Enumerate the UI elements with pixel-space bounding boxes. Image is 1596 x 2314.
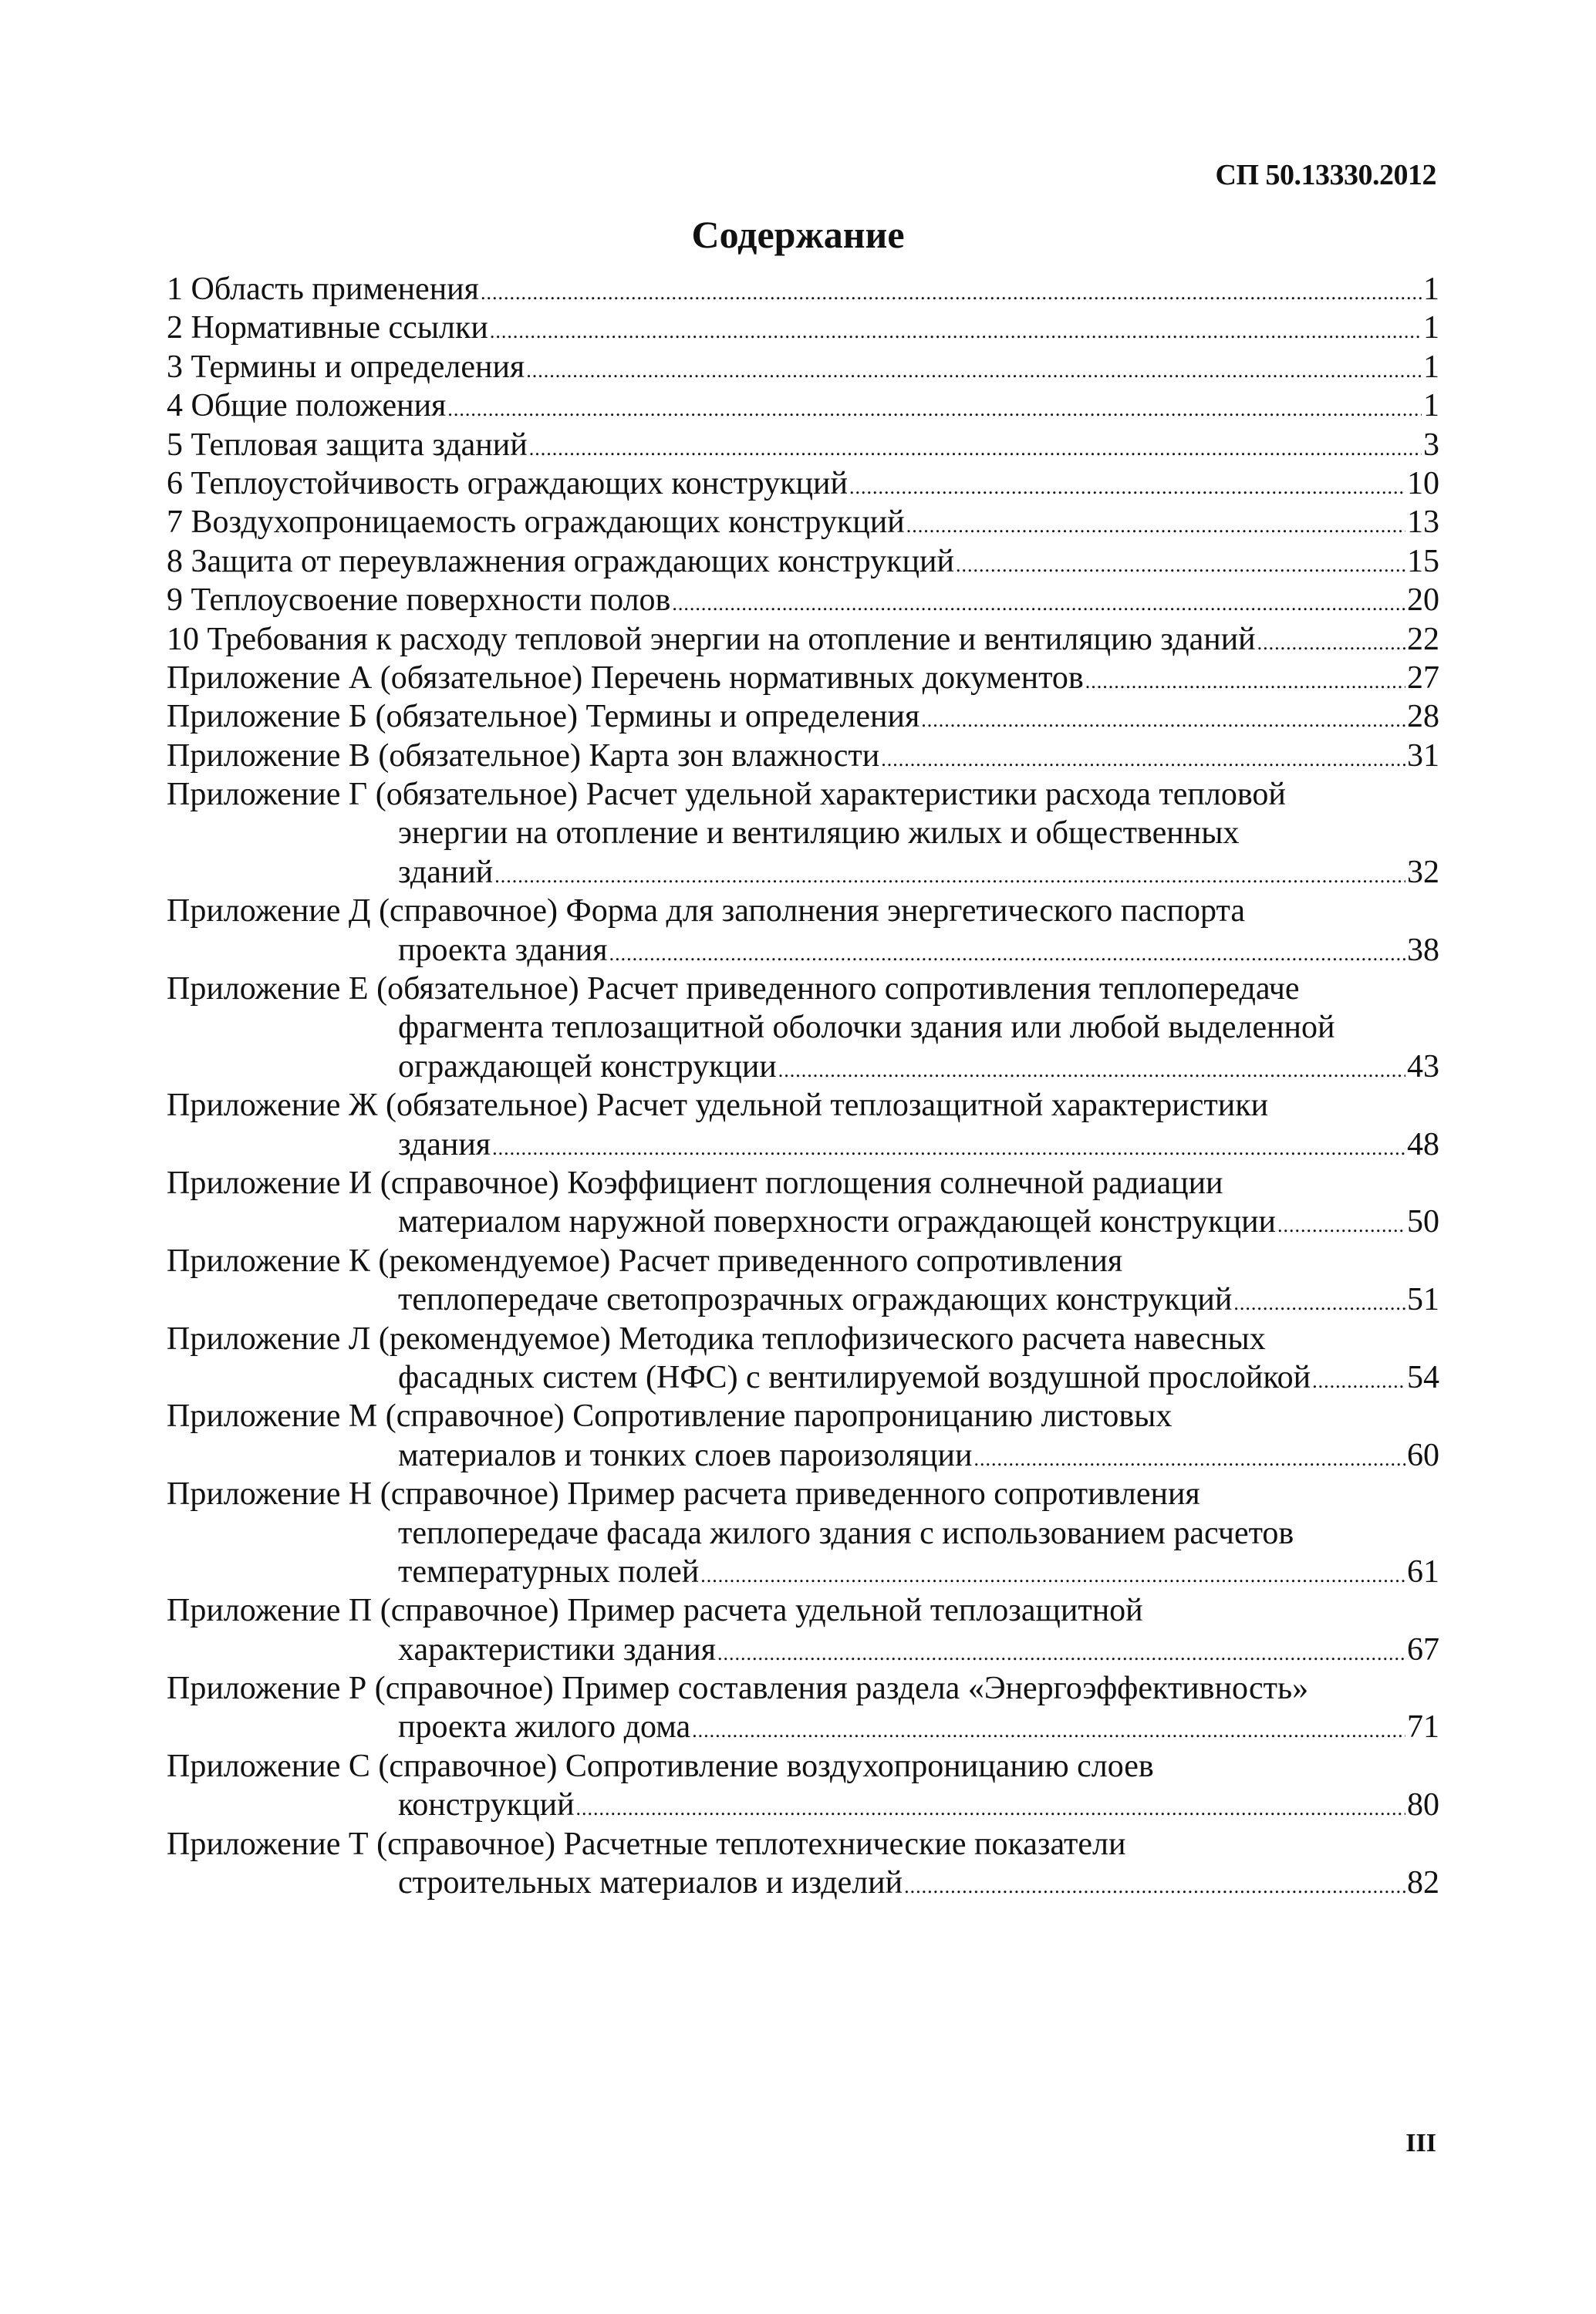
toc-entry[interactable]	[167, 309, 1439, 347]
dot-leader	[447, 390, 1422, 429]
toc-entry[interactable]	[167, 542, 1439, 581]
toc-entry-title: Приложение М (справочное) Сопротивление паропроницанию листовых	[167, 1398, 1173, 1435]
toc-entry-page: 51	[1407, 1282, 1439, 1318]
toc-entry-title: зданий	[398, 854, 494, 890]
toc-entry-title: 5 Тепловая защита зданий	[167, 427, 528, 463]
toc-line	[167, 931, 1439, 970]
toc-line	[167, 659, 1439, 697]
toc-line	[167, 1280, 1439, 1319]
toc-entry-title: Приложение Р (справочное) Пример составления раздела «Энергоэффективность»	[167, 1671, 1309, 1707]
toc-entry-title: конструкций	[398, 1787, 575, 1823]
toc-entry-page: 43	[1407, 1048, 1439, 1084]
dot-leader	[576, 1789, 1405, 1828]
toc-entry-title: температурных полей	[398, 1553, 700, 1590]
toc-entry[interactable]	[167, 503, 1439, 541]
dot-leader	[921, 701, 1405, 740]
toc-entry-page: 38	[1407, 932, 1439, 968]
dot-leader	[1257, 624, 1405, 663]
toc-line	[167, 270, 1439, 309]
dot-leader	[778, 1051, 1405, 1090]
toc-entry[interactable]	[167, 1242, 1439, 1320]
dot-leader	[881, 740, 1405, 779]
toc-entry-page: 54	[1407, 1359, 1439, 1395]
toc-line	[167, 970, 1439, 1008]
toc-entry-title: 2 Нормативные ссылки	[167, 310, 488, 346]
toc-entry-page: 27	[1407, 659, 1439, 696]
toc-line	[167, 1553, 1439, 1591]
toc-line	[167, 1747, 1439, 1786]
dot-leader	[526, 352, 1422, 390]
dot-leader	[1312, 1362, 1405, 1401]
toc-entry-title: Приложение И (справочное) Коэффициент поглощения солнечной радиации	[167, 1165, 1223, 1201]
toc-entry-page: 48	[1407, 1126, 1439, 1162]
toc-entry[interactable]	[167, 1086, 1439, 1164]
toc-entry-title: 4 Общие положения	[167, 388, 447, 424]
toc-entry[interactable]	[167, 386, 1439, 425]
toc-entry-page: 28	[1407, 699, 1439, 735]
toc-entry-title: Приложение Е (обязательное) Расчет приведенного сопротивления теплопередаче	[167, 971, 1300, 1007]
toc-entry-title: Приложение Б (обязательное) Термины и определения	[167, 699, 920, 735]
toc-entry-title: проекта здания	[398, 932, 608, 968]
toc-entry-title: ограждающей конструкции	[398, 1048, 777, 1084]
toc-entry-page: 1	[1423, 349, 1439, 385]
toc-entry-title: 7 Воздухопроницаемость ограждающих конструкций	[167, 504, 905, 541]
toc-entry-title: материалов и тонких слоев пароизоляции	[398, 1437, 973, 1473]
toc-line	[167, 1164, 1439, 1203]
toc-entry[interactable]	[167, 659, 1439, 697]
toc-entry-title: характеристики здания	[398, 1631, 717, 1668]
toc-entry-page: 15	[1407, 543, 1439, 579]
toc-entry-title: фрагмента теплозащитной оболочки здания или любой выделенной	[398, 1010, 1335, 1046]
toc-entry-title: Приложение Л (рекомендуемое) Методика теплофизического расчета навесных	[167, 1321, 1266, 1357]
dot-leader	[849, 468, 1405, 507]
toc-line	[167, 1242, 1439, 1280]
dot-leader	[609, 935, 1405, 973]
toc-entry-page: 61	[1407, 1553, 1439, 1590]
page-title: Содержание	[691, 213, 905, 256]
toc-line	[167, 1320, 1439, 1358]
toc-entry-title: энергии на отопление и вентиляцию жилых и общественных	[398, 815, 1240, 852]
dot-leader	[481, 274, 1422, 312]
dot-leader	[904, 1867, 1405, 1906]
toc-entry-page: 22	[1407, 621, 1439, 657]
toc-entry-page: 71	[1407, 1709, 1439, 1746]
toc-line	[167, 542, 1439, 581]
dot-leader	[700, 1557, 1405, 1595]
toc-entry[interactable]	[167, 737, 1439, 775]
dot-leader	[672, 585, 1405, 623]
toc-entry-title: 10 Требования к расходу тепловой энергии на отопление и вентиляцию зданий	[167, 621, 1256, 657]
toc-entry-page: 60	[1407, 1437, 1439, 1473]
toc-line	[167, 1047, 1439, 1086]
toc-line	[167, 1591, 1439, 1630]
toc-line	[167, 1669, 1439, 1708]
toc-entry-page: 50	[1407, 1204, 1439, 1240]
toc-line	[167, 1086, 1439, 1125]
toc-entry[interactable]	[167, 270, 1439, 309]
toc-entry-title: материалом наружной поверхности ограждающей конструкции	[398, 1204, 1277, 1240]
toc-line	[167, 309, 1439, 347]
toc-entry[interactable]	[167, 775, 1439, 892]
toc-line	[167, 1008, 1439, 1047]
toc-line	[167, 1125, 1439, 1164]
dot-leader	[492, 1129, 1405, 1168]
toc-line	[167, 581, 1439, 619]
toc-line	[167, 697, 1439, 736]
toc-line	[167, 1436, 1439, 1475]
toc-entry[interactable]	[167, 620, 1439, 659]
toc-entry-title: 1 Область применения	[167, 272, 479, 307]
toc-line	[167, 1631, 1439, 1669]
dot-leader	[973, 1440, 1405, 1479]
dot-leader	[692, 1712, 1405, 1750]
toc-entry-title: теплопередаче фасада жилого здания с использованием расчетов	[398, 1515, 1294, 1551]
toc-entry[interactable]	[167, 970, 1439, 1086]
toc-entry-title: 9 Теплоусвоение поверхности полов	[167, 582, 671, 619]
toc-line	[167, 892, 1439, 930]
toc-entry-title: 6 Теплоустойчивость ограждающих конструкций	[167, 465, 848, 501]
toc-entry[interactable]	[167, 892, 1439, 970]
toc-entry[interactable]	[167, 581, 1439, 619]
toc-entry-page: 80	[1407, 1787, 1439, 1823]
toc-entry[interactable]	[167, 697, 1439, 736]
dot-leader	[1233, 1284, 1405, 1323]
toc-entry-title: Приложение Т (справочное) Расчетные теплотехнические показатели	[167, 1826, 1126, 1862]
toc-entry-title: Приложение В (обязательное) Карта зон влажности	[167, 737, 880, 774]
toc-entry-title: теплопередаче светопрозрачных ограждающих конструкций	[398, 1282, 1233, 1318]
toc-line	[167, 1786, 1439, 1824]
toc-entry[interactable]	[167, 464, 1439, 503]
toc-entry-title: Приложение К (рекомендуемое) Расчет приведенного сопротивления	[167, 1243, 1123, 1279]
dot-leader	[956, 546, 1405, 585]
toc-entry-title: Приложение Н (справочное) Пример расчета приведенного сопротивления	[167, 1476, 1200, 1513]
toc-line	[167, 737, 1439, 775]
toc-entry-title: здания	[398, 1126, 491, 1162]
toc-entry-title: проекта жилого дома	[398, 1709, 691, 1746]
toc-line	[167, 775, 1439, 814]
dot-leader	[490, 312, 1422, 351]
toc-line	[167, 348, 1439, 386]
toc-entry-page: 3	[1423, 427, 1439, 463]
toc-entry-page: 67	[1407, 1631, 1439, 1668]
dot-leader	[529, 430, 1422, 468]
toc-entry-title: Приложение Д (справочное) Форма для заполнения энергетического паспорта	[167, 893, 1245, 929]
toc-entry[interactable]	[167, 1747, 1439, 1825]
dot-leader	[906, 507, 1405, 545]
toc-entry-title: Приложение С (справочное) Сопротивление воздухопроницанию слоев	[167, 1748, 1154, 1784]
toc-line	[167, 1825, 1439, 1864]
toc-line	[167, 503, 1439, 541]
toc-entry[interactable]	[167, 1475, 1439, 1591]
toc-line	[167, 1864, 1439, 1902]
dot-leader	[717, 1634, 1405, 1673]
toc-line	[167, 620, 1439, 659]
toc-entry-title: Приложение Г (обязательное) Расчет удельной характеристики расхода тепловой	[167, 777, 1286, 813]
toc-entry-page: 13	[1407, 504, 1439, 541]
toc-entry-page: 1	[1423, 272, 1439, 307]
toc-entry-title: 8 Защита от переувлажнения ограждающих конструкций	[167, 543, 954, 579]
toc-entry-title: строительных материалов и изделий	[398, 1865, 903, 1901]
toc-line	[167, 1358, 1439, 1397]
toc-entry-title: Приложение Ж (обязательное) Расчет удельной теплозащитной характеристики	[167, 1088, 1269, 1124]
toc-line	[167, 1397, 1439, 1435]
toc-entry-page: 1	[1423, 310, 1439, 346]
toc-line	[167, 814, 1439, 852]
toc-entry[interactable]	[167, 1320, 1439, 1398]
table-of-contents	[167, 270, 1439, 1902]
toc-entry[interactable]	[167, 1397, 1439, 1475]
toc-entry[interactable]	[167, 426, 1439, 464]
toc-entry-title: Приложение А (обязательное) Перечень нормативных документов	[167, 659, 1084, 696]
toc-entry[interactable]	[167, 1669, 1439, 1747]
toc-entry-page: 32	[1407, 854, 1439, 890]
dot-leader	[1277, 1206, 1405, 1245]
toc-line	[167, 1475, 1439, 1513]
toc-line	[167, 464, 1439, 503]
toc-entry-page: 1	[1423, 388, 1439, 424]
toc-line	[167, 1203, 1439, 1241]
toc-entry[interactable]	[167, 348, 1439, 386]
toc-line	[167, 1514, 1439, 1553]
toc-line	[167, 426, 1439, 464]
toc-line	[167, 1708, 1439, 1746]
toc-line	[167, 386, 1439, 425]
toc-entry[interactable]	[167, 1591, 1439, 1669]
toc-entry[interactable]	[167, 1825, 1439, 1903]
dot-leader	[1085, 663, 1405, 701]
toc-entry[interactable]	[167, 1164, 1439, 1242]
toc-entry-page: 10	[1407, 465, 1439, 501]
toc-entry-title: Приложение П (справочное) Пример расчета удельной теплозащитной	[167, 1593, 1143, 1629]
toc-entry-title: 3 Термины и определения	[167, 349, 525, 385]
dot-leader	[494, 857, 1405, 896]
toc-entry-page: 20	[1407, 582, 1439, 619]
toc-line	[167, 853, 1439, 892]
document-code: СП 50.13330.2012	[1215, 159, 1436, 191]
page-number: III	[1405, 2129, 1436, 2157]
toc-entry-page: 82	[1407, 1865, 1439, 1901]
toc-entry-title: фасадных систем (НФС) с вентилируемой воздушной прослойкой	[398, 1359, 1311, 1395]
toc-entry-page: 31	[1407, 737, 1439, 774]
